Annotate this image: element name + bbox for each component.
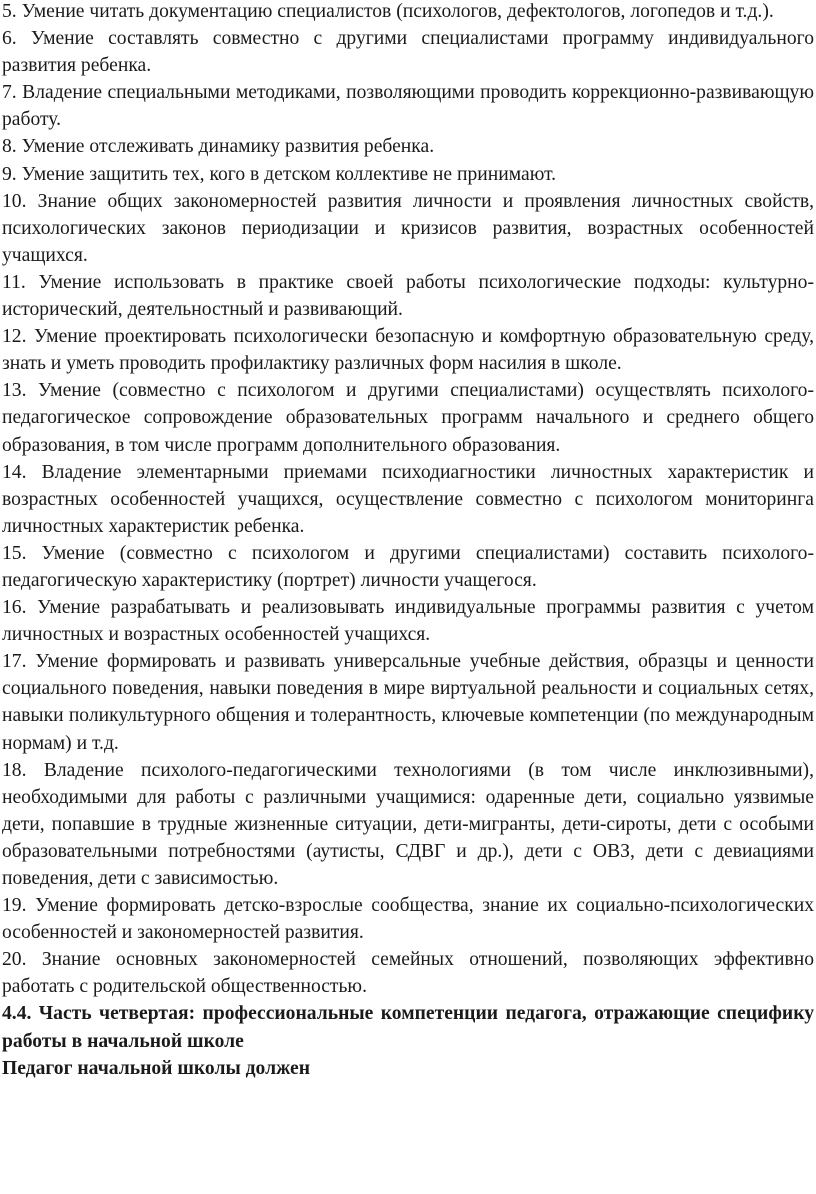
list-item-16: 16. Умение разрабатывать и реализовывать индивидуальные программы развития с учетом личностных и возрастных особенностей учащихся. [2,597,814,646]
list-item-8: 8. Умение отслеживать динамику развития ребенка. [2,136,435,158]
list-item-7: 7. Владение специальными методиками, позволяющими проводить коррекционно-развивающую работу. [2,82,814,131]
list-item-11: 11. Умение использовать в практике своей работы психологические подходы: культурно-исторический, деятельностный и развивающий. [2,271,814,321]
list-item-14: 14. Владение элементарными приемами психодиагностики личностных характеристик и возрастных особенностей учащихся, осуществление совместно с психологом мониторинга личностных характеристик ребенка. [2,461,814,537]
list-item-20: 20. Знание основных закономерностей семейных отношений, позволяющих эффективно работать с родительской общественностью. [2,949,814,998]
list-item-5: 5. Умение читать документацию специалистов (психологов, дефектологов, логопедов и т.д.). [2,1,774,22]
list-item-13: 13. Умение (совместно с психологом и другими специалистами) осуществлять психолого-педагогическое сопровождение образовательных программ начального и среднего общего образования, в том числе программ дополнительного образования. [2,380,814,456]
list-item-17: 17. Умение формировать и развивать универсальные учебные действия, образцы и ценности социального поведения, навыки поведения в мире виртуальной реальности и социальных сетях, навыки поликультурного общения и толерантность, ключевые компетенции (по международным нормам) и т.д. [2,651,814,754]
list-item-10: 10. Знание общих закономерностей развития личности и проявления личностных свойств, психологических законов периодизации и кризисов развития, возрастных особенностей учащихся. [2,190,814,266]
subheading: Педагог начальной школы должен [2,1057,311,1079]
list-item-19: 19. Умение формировать детско-взрослые сообщества, знание их социально-психологических особенностей и закономерностей развития. [2,895,814,944]
list-item-18: 18. Владение психолого-педагогическими технологиями (в том числе инклюзивными), необходимыми для работы с различными учащимися: одаренные дети, социально уязвимые дети, попавшие в трудные жизненные ситуации, дети-мигранты, дети-сироты, дети с особыми образовательными потребностями (аутисты, СДВГ и др.), дети с ОВЗ, дети с девиациями поведения, дети с зависимостью. [2,759,814,889]
section-heading: 4.4. Часть четвертая: профессиональные компетенции педагога, отражающие специфику работы в начальной школе [2,1003,814,1052]
list-item-12: 12. Умение проектировать психологически безопасную и комфортную образовательную среду, знать и уметь проводить профилактику различных форм насилия в школе. [2,326,814,375]
list-item-15: 15. Умение (совместно с психологом и другими специалистами) составить психолого-педагогическую характеристику (портрет) личности учащегося. [2,542,814,591]
list-item-9: 9. Умение защитить тех, кого в детском коллективе не принимают. [2,163,557,185]
list-item-6: 6. Умение составлять совместно с другими специалистами программу индивидуального развития ребенка. [2,28,814,77]
